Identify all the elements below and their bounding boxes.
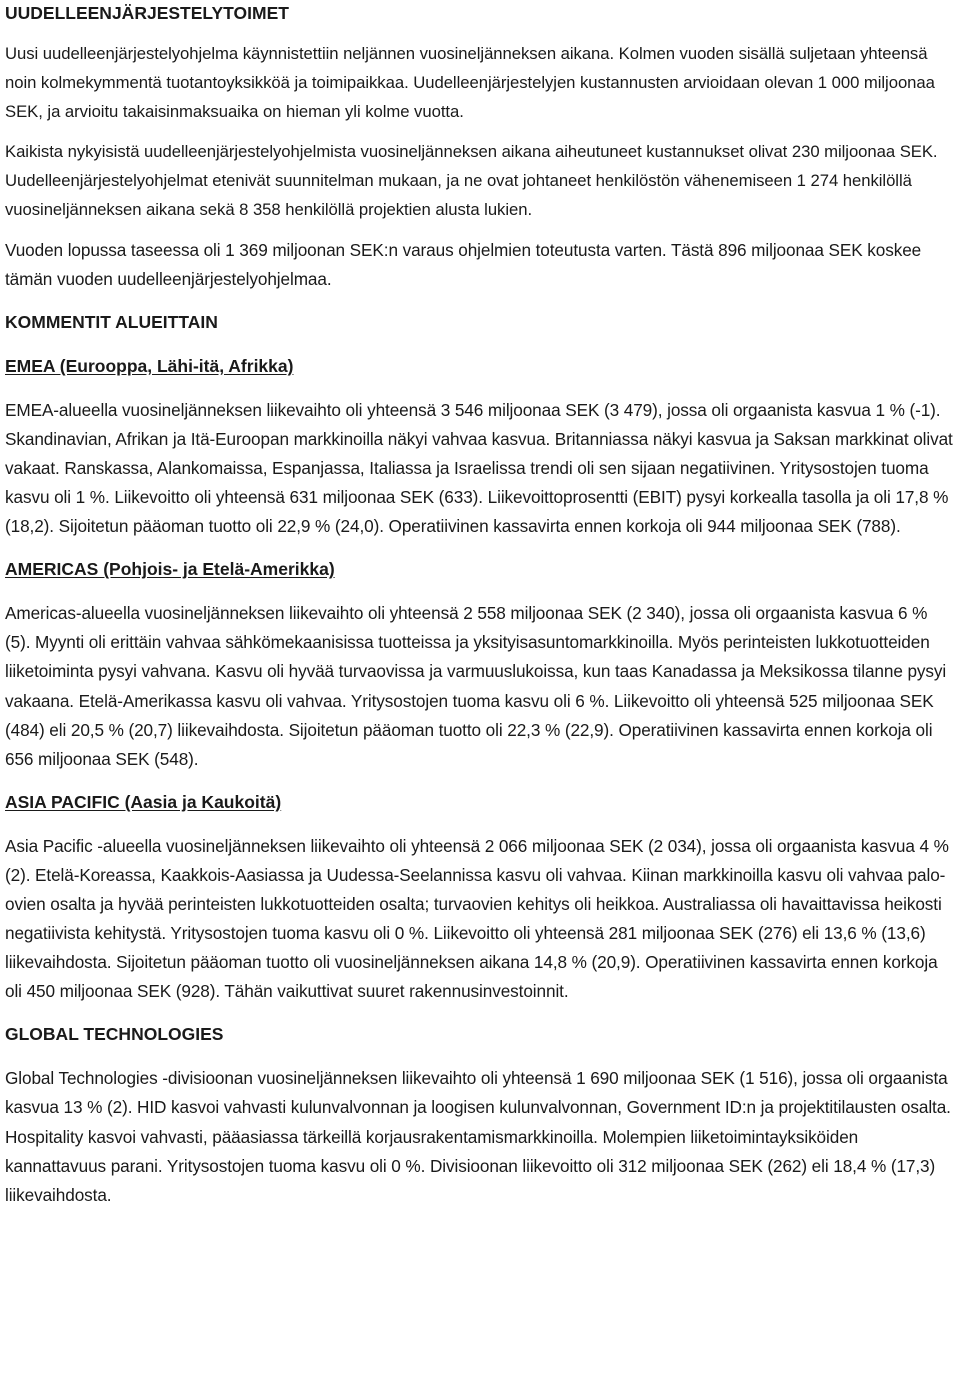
region-heading-asia-pacific: ASIA PACIFIC (Aasia ja Kaukoitä) <box>5 791 282 812</box>
restructuring-paragraph-3: Vuoden lopussa taseessa oli 1 369 miljoonan SEK:n varaus ohjelmien toteutusta varten. Tästä 896 miljoonaa SEK koskee tämän vuoden uudelleenjärjestelyohjelmaa. <box>5 239 922 289</box>
restructuring-paragraph-1: Uusi uudelleenjärjestelyohjelma käynnistettiin neljännen vuosineljänneksen aikana. Kolmen vuoden sisällä suljetaan yhteensä noin kolmekymmentä tuotantoyksikköä ja toimipaikkaa. Uudelleenjärjestelyjen kustannusten arvioidaan olevan 1 000 miljoonaa SEK, ja arvioitu takaisinmaksuaika on hieman yli kolme vuotta. <box>5 44 935 122</box>
region-text-global-technologies: Global Technologies -divisioonan vuosineljänneksen liikevaihto oli yhteensä 1 690 miljoonaa SEK (1 516), jossa oli orgaanista kasvua 13 % (2). HID kasvoi vahvasti kulunvalvonnan ja loogisen kulunvalvonnan, Government ID:n ja projektitilausten osalta. Hospitality kasvoi vahvasti, pääasiassa tärkeillä korjausrakentamismarkkinoilla. Molempien liiketoimintayksiköiden kannattavuus parani. Yritysostojen tuoma kasvu oli 0 %. Divisioonan liikevoitto oli 312 miljoonaa SEK (262) eli 18,4 % (17,3) liikevaihdosta. <box>5 1068 951 1205</box>
region-heading-global-technologies: GLOBAL TECHNOLOGIES <box>5 1024 224 1045</box>
region-heading-americas: AMERICAS (Pohjois- ja Etelä-Amerikka) <box>5 559 335 580</box>
section-heading-restructuring: UUDELLEENJÄRJESTELYTOIMET <box>5 3 289 23</box>
restructuring-paragraph-2: Kaikista nykyisistä uudelleenjärjestelyohjelmista vuosineljänneksen aikana aiheutuneet kustannukset olivat 230 miljoonaa SEK. Uudelleenjärjestelyohjelmat etenivät suunnitelman mukaan, ja ne ovat johtaneet henkilöstön vähenemiseen 1 274 henkilöllä vuosineljänneksen aikana sekä 8 358 henkilöllä projektien alusta lukien. <box>5 142 938 220</box>
region-text-asia-pacific: Asia Pacific -alueella vuosineljänneksen liikevaihto oli yhteensä 2 066 miljoonaa SEK (2 034), jossa oli orgaanista kasvua 4 % (2). Etelä-Koreassa, Kaakkois-Aasiassa ja Uudessa-Seelannissa kasvu oli vahvaa. Kiinan markkinoilla kasvu oli vahvaa palo-ovien osalta ja hyvää perinteisten lukkotuotteiden osalta; turvaovien kehitys oli heikkoa. Australiassa oli havaittavissa heikosti negatiivista kehitystä. Yritysostojen tuoma kasvu oli 0 %. Liikevoitto oli yhteensä 281 miljoonaa SEK (276) eli 13,6 % (13,6) liikevaihdosta. Sijoitetun pääoman tuotto oli vuosineljänneksen aikana 14,8 % (20,9). Operatiivinen kassavirta ennen korkoja oli 450 miljoonaa SEK (928). Tähän vaikuttivat suuret rakennusinvestoinnit. <box>5 835 949 1002</box>
region-heading-emea: EMEA (Eurooppa, Lähi-itä, Afrikka) <box>5 355 294 376</box>
region-text-americas: Americas-alueella vuosineljänneksen liikevaihto oli yhteensä 2 558 miljoonaa SEK (2 340), jossa oli orgaanista kasvua 6 % (5). Myynti oli erittäin vahvaa sähkömekaanisissa tuotteissa ja yksityisasuntomarkkinoilla. Myös perinteisten lukkotuotteiden liiketoiminta pysyi vahvana. Kasvu oli hyvää turvaovissa ja varmuuslukoissa, kun taas Kanadassa ja Meksikossa tilanne pysyi vakaana. Etelä-Amerikassa kasvu oli vahvaa. Yritysostojen tuoma kasvu oli 6 %. Liikevoitto oli yhteensä 525 miljoonaa SEK (484) eli 20,5 % (20,7) liikevaihdosta. Sijoitetun pääoman tuotto oli 22,3 % (22,9). Operatiivinen kassavirta ennen korkoja oli 656 miljoonaa SEK (548). <box>5 603 947 769</box>
region-text-emea: EMEA-alueella vuosineljänneksen liikevaihto oli yhteensä 3 546 miljoonaa SEK (3 479), jossa oli orgaanista kasvua 1 % (-1). Skandinavian, Afrikan ja Itä-Euroopan markkinoilla näkyi vahvaa kasvua. Britanniassa näkyi kasvua ja Saksan markkinat olivat vakaat. Ranskassa, Alankomaissa, Espanjassa, Italiassa ja Israelissa trendi oli sen sijaan negatiivinen. Yritysostojen tuoma kasvu oli 1 %. Liikevoitto oli yhteensä 631 miljoonaa SEK (633). Liikevoittoprosentti (EBIT) pysyi korkealla tasolla ja oli 17,8 % (18,2). Sijoitetun pääoman tuotto oli 22,9 % (24,0). Operatiivinen kassavirta ennen korkoja oli 944 miljoonaa SEK (788). <box>5 399 953 537</box>
section-heading-regions: KOMMENTIT ALUEITTAIN <box>5 311 218 332</box>
